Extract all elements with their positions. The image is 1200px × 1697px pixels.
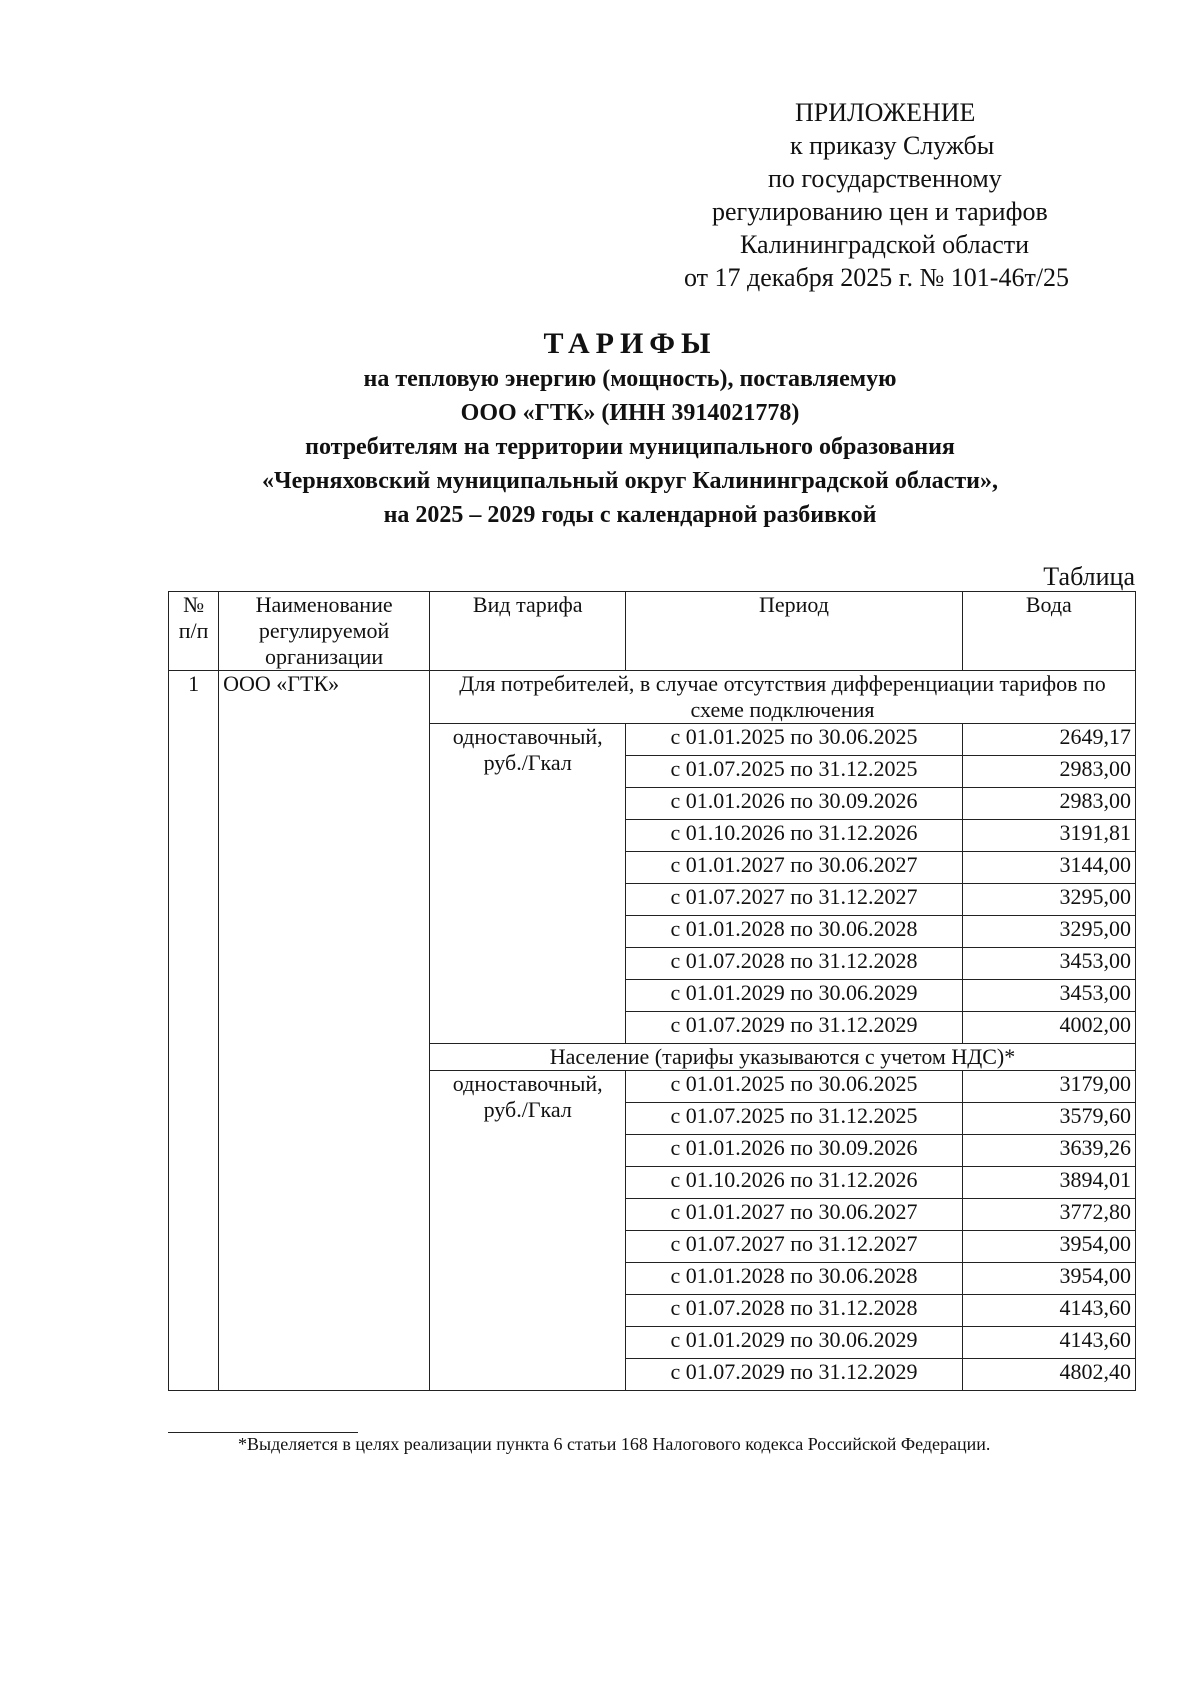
tariff-value-cell: 3191,81 xyxy=(962,820,1135,852)
appendix-line: по государственному xyxy=(768,164,1002,193)
group-title: Население (тарифы указываются с учетом НДС)* xyxy=(430,1044,1136,1071)
period-cell: с 01.01.2026 по 30.09.2026 xyxy=(626,788,962,820)
period-cell: с 01.01.2029 по 30.06.2029 xyxy=(626,980,962,1012)
tariff-value-cell: 3954,00 xyxy=(962,1231,1135,1263)
period-cell: с 01.07.2028 по 31.12.2028 xyxy=(626,1295,962,1327)
header-num: № п/п xyxy=(169,592,219,671)
title-line: на 2025 – 2029 годы с календарной разбивкой xyxy=(383,502,877,528)
appendix-line: регулированию цен и тарифов xyxy=(712,197,1048,226)
header-period: Период xyxy=(626,592,962,671)
group-row xyxy=(169,671,1136,724)
title-line: «Черняховский муниципальный округ Калининградской области», xyxy=(262,468,998,494)
tariff-value-cell: 3639,26 xyxy=(962,1135,1135,1167)
tariff-value-cell: 4802,40 xyxy=(962,1359,1135,1391)
period-cell: с 01.10.2026 по 31.12.2026 xyxy=(626,1167,962,1199)
tariff-value-cell: 3894,01 xyxy=(962,1167,1135,1199)
table-caption: Таблица xyxy=(1043,562,1135,591)
period-cell: с 01.07.2027 по 31.12.2027 xyxy=(626,1231,962,1263)
period-cell: с 01.07.2025 по 31.12.2025 xyxy=(626,756,962,788)
title-line: ООО «ГТК» (ИНН 3914021778) xyxy=(460,400,800,426)
tariff-value-cell: 3954,00 xyxy=(962,1263,1135,1295)
appendix-order-date: от 17 декабря 2025 г. № 101-46т/25 xyxy=(684,263,1070,292)
appendix-line: Калининградской области xyxy=(740,230,1030,259)
tariff-value-cell: 3179,00 xyxy=(962,1071,1135,1103)
row-number: 1 xyxy=(169,671,219,1391)
tariff-value-cell: 3453,00 xyxy=(962,980,1135,1012)
header-kind: Вид тарифа xyxy=(430,592,626,671)
period-cell: с 01.01.2029 по 30.06.2029 xyxy=(626,1327,962,1359)
period-cell: с 01.07.2027 по 31.12.2027 xyxy=(626,884,962,916)
tariff-value-cell: 3295,00 xyxy=(962,884,1135,916)
tariff-table xyxy=(168,591,1136,1391)
tariff-value-cell: 4143,60 xyxy=(962,1327,1135,1359)
appendix-line: к приказу Службы xyxy=(790,131,995,160)
period-cell: с 01.07.2029 по 31.12.2029 xyxy=(626,1012,962,1044)
tariff-kind: одноставочный, руб./Гкал xyxy=(430,724,626,1044)
title-main: ТАРИФЫ xyxy=(543,327,717,360)
period-cell: с 01.10.2026 по 31.12.2026 xyxy=(626,820,962,852)
period-cell: с 01.07.2029 по 31.12.2029 xyxy=(626,1359,962,1391)
footnote: *Выделяется в целях реализации пункта 6 статьи 168 Налогового кодекса Российской Федерации. xyxy=(238,1434,991,1454)
footnote-rule xyxy=(168,1432,358,1433)
tariff-value-cell: 4143,60 xyxy=(962,1295,1135,1327)
title-line: на тепловую энергию (мощность), поставляемую xyxy=(363,366,897,392)
period-cell: с 01.07.2028 по 31.12.2028 xyxy=(626,948,962,980)
table-header-row xyxy=(169,592,1136,671)
group-title: Для потребителей, в случае отсутствия дифференциации тарифов по схеме подключения xyxy=(430,671,1136,724)
tariff-kind: одноставочный, руб./Гкал xyxy=(430,1071,626,1391)
period-cell: с 01.01.2028 по 30.06.2028 xyxy=(626,916,962,948)
tariff-value-cell: 2649,17 xyxy=(962,724,1135,756)
tariff-value-cell: 2983,00 xyxy=(962,788,1135,820)
period-cell: с 01.01.2025 по 30.06.2025 xyxy=(626,724,962,756)
header-water: Вода xyxy=(962,592,1135,671)
tariff-value-cell: 3144,00 xyxy=(962,852,1135,884)
tariff-value-cell: 3579,60 xyxy=(962,1103,1135,1135)
period-cell: с 01.01.2026 по 30.09.2026 xyxy=(626,1135,962,1167)
tariff-value-cell: 3453,00 xyxy=(962,948,1135,980)
period-cell: с 01.07.2025 по 31.12.2025 xyxy=(626,1103,962,1135)
header-org: Наименование регулируемой организации xyxy=(219,592,430,671)
period-cell: с 01.01.2027 по 30.06.2027 xyxy=(626,852,962,884)
tariff-value-cell: 3772,80 xyxy=(962,1199,1135,1231)
title-line: потребителям на территории муниципального образования xyxy=(305,434,955,460)
organization-name: ООО «ГТК» xyxy=(219,671,430,1391)
period-cell: с 01.01.2025 по 30.06.2025 xyxy=(626,1071,962,1103)
period-cell: с 01.01.2028 по 30.06.2028 xyxy=(626,1263,962,1295)
document-title xyxy=(150,326,1110,532)
tariff-value-cell: 3295,00 xyxy=(962,916,1135,948)
tariff-value-cell: 2983,00 xyxy=(962,756,1135,788)
period-cell: с 01.01.2027 по 30.06.2027 xyxy=(626,1199,962,1231)
appendix-heading: ПРИЛОЖЕНИЕ xyxy=(795,98,976,127)
tariff-value-cell: 4002,00 xyxy=(962,1012,1135,1044)
